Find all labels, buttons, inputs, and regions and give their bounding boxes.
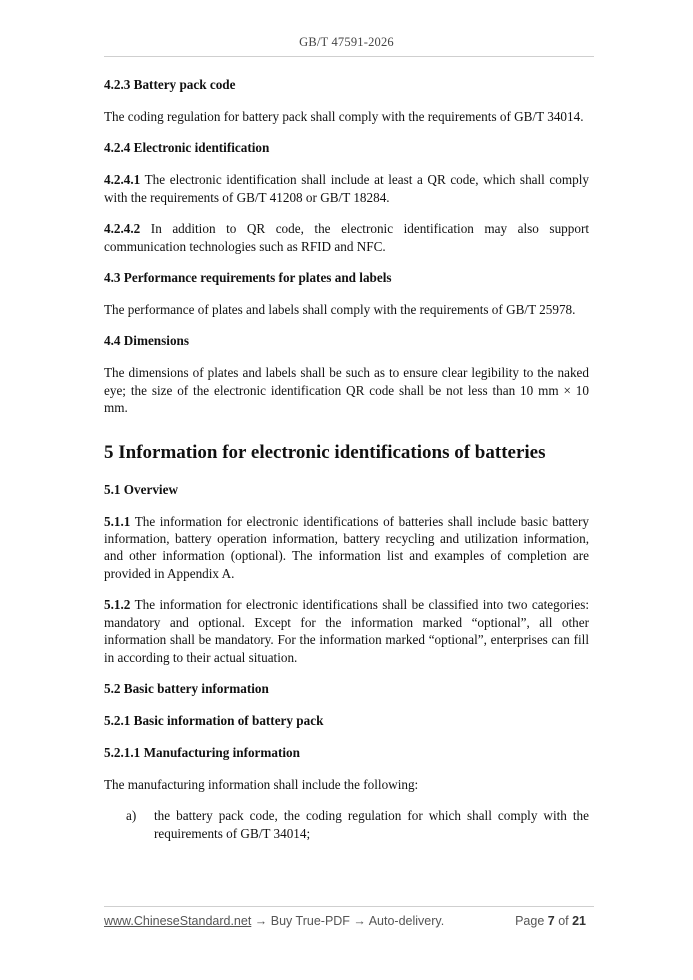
heading-4-4: 4.4 Dimensions bbox=[104, 333, 189, 349]
clause-number: 5.1.1 bbox=[104, 513, 131, 529]
current-page-number: 7 bbox=[547, 914, 555, 928]
header-divider bbox=[104, 56, 594, 57]
heading-4-2-3: 4.2.3 Battery pack code bbox=[104, 77, 236, 92]
page-content bbox=[104, 76, 589, 842]
list-item bbox=[104, 807, 589, 842]
site-link[interactable]: www.ChineseStandard.net bbox=[104, 914, 252, 928]
heading-4-2-4: 4.2.4 Electronic identification bbox=[104, 140, 270, 156]
paragraph-4-2-4-2 bbox=[104, 220, 589, 255]
heading-5-1: 5.1 Overview bbox=[104, 481, 178, 497]
paragraph-5-1-1 bbox=[104, 513, 589, 583]
paragraph-5-2-1-1-intro: The manufacturing information shall include the following: bbox=[104, 776, 419, 792]
paragraph-4-2-3: The coding regulation for battery pack shall comply with the requirements of GB/T 34014. bbox=[104, 109, 584, 124]
list-item-text: the battery pack code, the coding regulation for which shall comply with the requirements of GB/T 34014; bbox=[154, 808, 589, 841]
clause-number: 4.2.4.2 bbox=[104, 221, 141, 237]
footer-divider bbox=[104, 906, 594, 907]
page-indicator bbox=[515, 914, 586, 928]
clause-text: In addition to QR code, the electronic identification may also support communication technologies such as RFID and NFC. bbox=[104, 221, 589, 254]
heading-5-2-1-1: 5.2.1.1 Manufacturing information bbox=[104, 744, 300, 760]
footer-promo bbox=[104, 914, 444, 928]
page-header: GB/T 47591-2026 bbox=[299, 35, 394, 49]
list-marker: a) bbox=[126, 808, 137, 824]
clause-text: The information for electronic identifications of batteries shall include basic battery information, battery operation information, battery recycling and utilization information, and other information (optional). The information list and examples of completion are provided in Appendix A. bbox=[104, 513, 589, 581]
paragraph-4-4: The dimensions of plates and labels shall be such as to ensure clear legibility to the naked eye; the size of the electronic identification QR code shall be not less than 10 mm × 10 mm. bbox=[104, 365, 589, 416]
clause-text: The information for electronic identifications shall be classified into two categories: mandatory and optional. Except for the information marked “optional”, all other information shall be mandatory. For the information marked “optional”, enterprises can fill in according to their actual situation. bbox=[104, 597, 589, 665]
total-pages-number: 21 bbox=[572, 914, 586, 928]
heading-5-2: 5.2 Basic battery information bbox=[104, 680, 269, 696]
heading-5-2-1: 5.2.1 Basic information of battery pack bbox=[104, 712, 324, 728]
heading-5: 5 Information for electronic identifications of batteries bbox=[104, 441, 546, 463]
clause-text: The electronic identification shall include at least a QR code, which shall comply with the requirements of GB/T 41208 or GB/T 18284. bbox=[104, 172, 589, 205]
page-label: Page bbox=[515, 914, 548, 928]
paragraph-5-1-2 bbox=[104, 596, 589, 666]
heading-4-3: 4.3 Performance requirements for plates and labels bbox=[104, 270, 392, 286]
paragraph-4-3: The performance of plates and labels shall comply with the requirements of GB/T 25978. bbox=[104, 302, 576, 318]
of-label: of bbox=[554, 914, 573, 928]
promo-text: → Buy True-PDF → Auto-delivery. bbox=[251, 914, 445, 928]
clause-number: 5.1.2 bbox=[104, 597, 131, 613]
clause-number: 4.2.4.1 bbox=[104, 172, 141, 188]
paragraph-4-2-4-1 bbox=[104, 171, 589, 206]
